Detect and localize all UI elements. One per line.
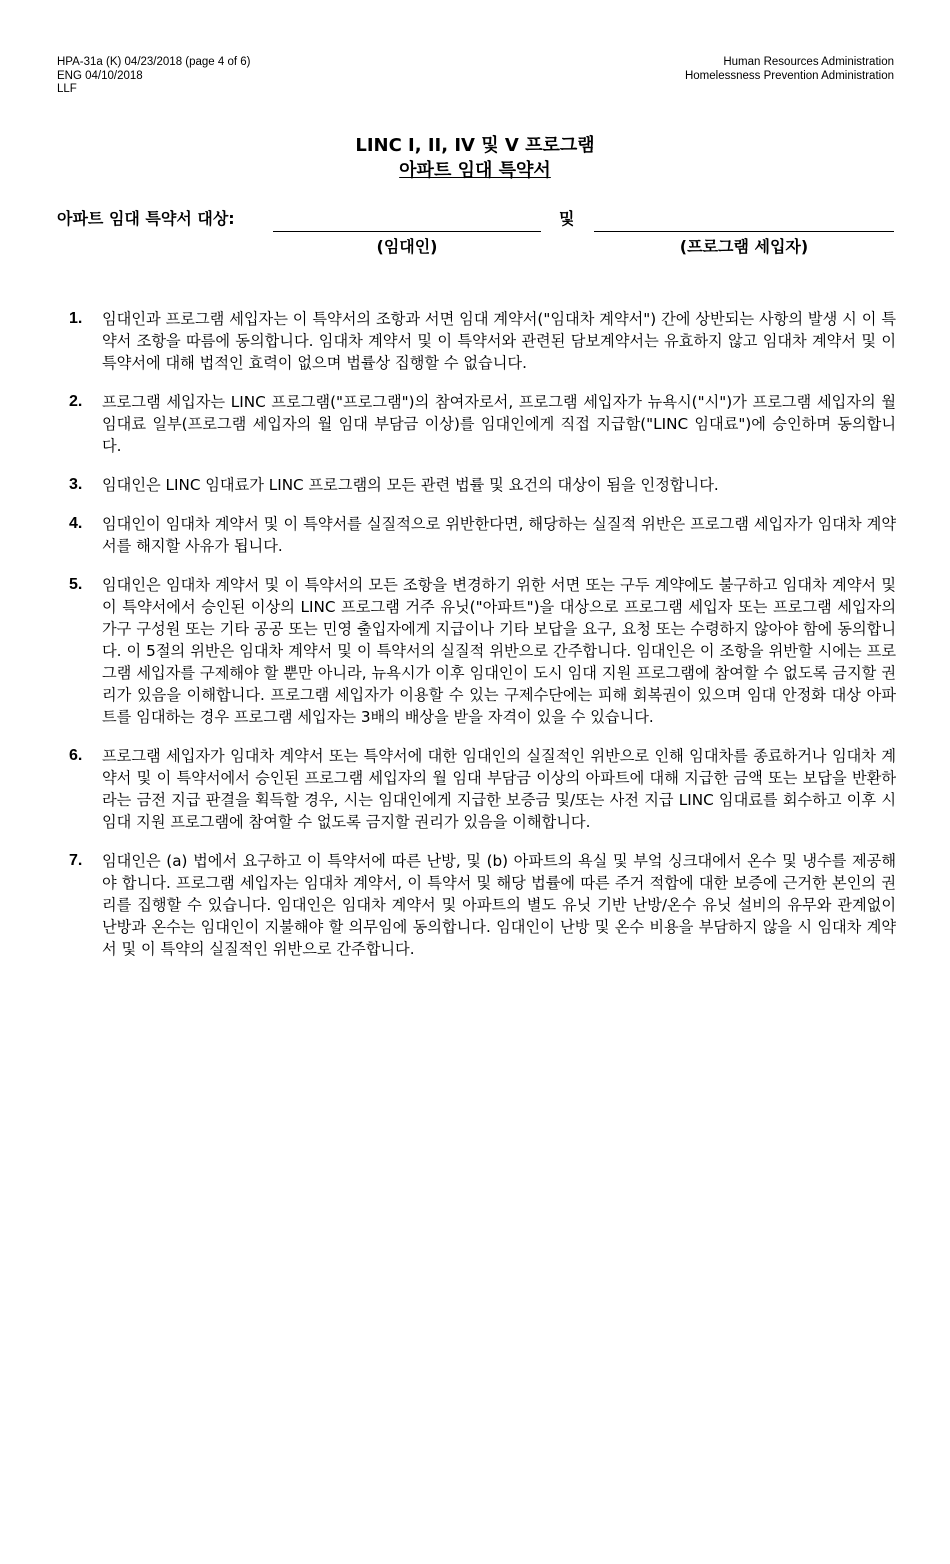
term-number: 5. <box>69 576 83 593</box>
term-item <box>66 513 896 557</box>
document-title <box>0 133 950 183</box>
parties-label: 아파트 임대 특약서 대상: <box>57 209 235 228</box>
term-item <box>66 391 896 457</box>
terms-list <box>66 308 896 977</box>
term-text: 임대인과 프로그램 세입자는 이 특약서의 조항과 서면 임대 계약서("임대차 계약서") 간에 상반되는 사항의 발생 시 이 특약서 조항을 따름에 동의합니다. 임대차 계약서 및 이 특약서와 관련된 담보계약서는 유효하지 않고 임대차 계약서 및 이 특약서에 대해 법적인 효력이 없으며 법률상 집행할 수 없습니다. <box>102 310 896 372</box>
form-code-line: HPA-31a (K) 04/23/2018 (page 4 of 6) <box>57 56 251 68</box>
term-text: 프로그램 세입자는 LINC 프로그램("프로그램")의 참여자로서, 프로그램 세입자가 뉴욕시("시")가 프로그램 세입자의 월 임대료 일부(프로그램 세입자의 월 임대 부담금 이상)를 임대인에게 직접 지급함("LINC 임대료")에 승인하며 동의합니다. <box>102 393 896 455</box>
term-item <box>66 308 896 374</box>
form-llf-line: LLF <box>57 83 77 95</box>
agency-name: Human Resources Administration <box>723 56 894 68</box>
term-number: 6. <box>69 747 83 764</box>
landlord-name-field[interactable] <box>273 231 541 232</box>
landlord-caption: (임대인) <box>376 237 438 256</box>
term-number: 3. <box>69 476 83 493</box>
term-item <box>66 474 896 496</box>
term-item <box>66 850 896 960</box>
program-title: LINC I, II, IV 및 V 프로그램 <box>355 135 595 156</box>
term-text: 임대인은 (a) 법에서 요구하고 이 특약서에 따른 난방, 및 (b) 아파트의 욕실 및 부엌 싱크대에서 온수 및 냉수를 제공해야 합니다. 프로그램 세입자는 임대차 계약서, 이 특약서 및 해당 법률에 따른 주거 적합에 대한 보증에 근거한 본인의 권리를 집행할 수 있습니다. 임대인은 임대차 계약서 및 아파트의 별도 유닛 기반 난방/온수 유닛 설비의 유무와 관계없이 난방과 온수는 임대인이 지불해야 할 의무임에 동의합니다. 임대인이 난방 및 온수 비용을 부담하지 않을 시 임대차 계약서 및 이 특약의 실질적인 위반으로 간주합니다. <box>102 852 896 958</box>
term-item <box>66 745 896 833</box>
agency-division: Homelessness Prevention Administration <box>684 69 894 82</box>
tenant-caption: (프로그램 세입자) <box>679 237 809 256</box>
term-number: 2. <box>69 393 83 410</box>
term-text: 임대인이 임대차 계약서 및 이 특약서를 실질적으로 위반한다면, 해당하는 실질적 위반은 프로그램 세입자가 임대차 계약서를 해지할 사유가 됩니다. <box>102 515 896 555</box>
term-number: 7. <box>69 852 83 869</box>
term-number: 4. <box>69 515 83 532</box>
term-item <box>66 574 896 728</box>
and-conjunction: 및 <box>559 209 575 228</box>
form-eng-date-line: ENG 04/10/2018 <box>57 69 143 82</box>
term-number: 1. <box>69 310 83 327</box>
term-text: 임대인은 LINC 임대료가 LINC 프로그램의 모든 관련 법률 및 요건의 대상이 됨을 인정합니다. <box>102 476 719 494</box>
tenant-name-field[interactable] <box>594 231 894 232</box>
parties-row <box>57 204 895 264</box>
rider-title: 아파트 임대 특약서 <box>399 160 551 181</box>
term-text: 임대인은 임대차 계약서 및 이 특약서의 모든 조항을 변경하기 위한 서면 또는 구두 계약에도 불구하고 임대차 계약서 및 이 특약서에서 승인된 이상의 LINC 프로그램 거주 유닛("아파트")을 대상으로 프로그램 세입자 또는 프로그램 세입자의 가구 구성원 또는 기타 공공 또는 민영 출입자에게 지급이나 기타 보답을 요구, 요청 또는 수령하지 않아야 함에 동의합니다. 이 5절의 위반은 임대차 계약서 및 이 특약서의 실질적 위반으로 간주합니다. 임대인은 이 조항을 위반할 시에는 프로그램 세입자를 구제해야 할 뿐만 아니라, 뉴욕시가 이후 임대인이 도시 임대 지원 프로그램에 참여할 수 없도록 금지할 권리가 있음을 이해합니다. 프로그램 세입자가 이용할 수 있는 구제수단에는 피해 회복권이 있으며 임대 안정화 대상 아파트를 임대하는 경우 프로그램 세입자는 3배의 배상을 받을 자격이 있을 수 있습니다. <box>102 576 896 726</box>
term-text: 프로그램 세입자가 임대차 계약서 또는 특약서에 대한 임대인의 실질적인 위반으로 인해 임대차를 종료하거나 임대차 계약서 및 이 특약서에서 승인된 프로그램 세입자의 월 임대 부담금 이상의 아파트에 대해 지급한 금액 또는 보답을 반환하라는 금전 지급 판결을 획득할 경우, 시는 임대인에게 지급한 보증금 및/또는 사전 지급 LINC 임대료를 회수하고 이후 시 임대 지원 프로그램에 참여할 수 없도록 금지할 권리가 있음을 이해합니다. <box>102 747 896 831</box>
form-identifier <box>57 56 251 97</box>
agency-header <box>685 56 894 83</box>
